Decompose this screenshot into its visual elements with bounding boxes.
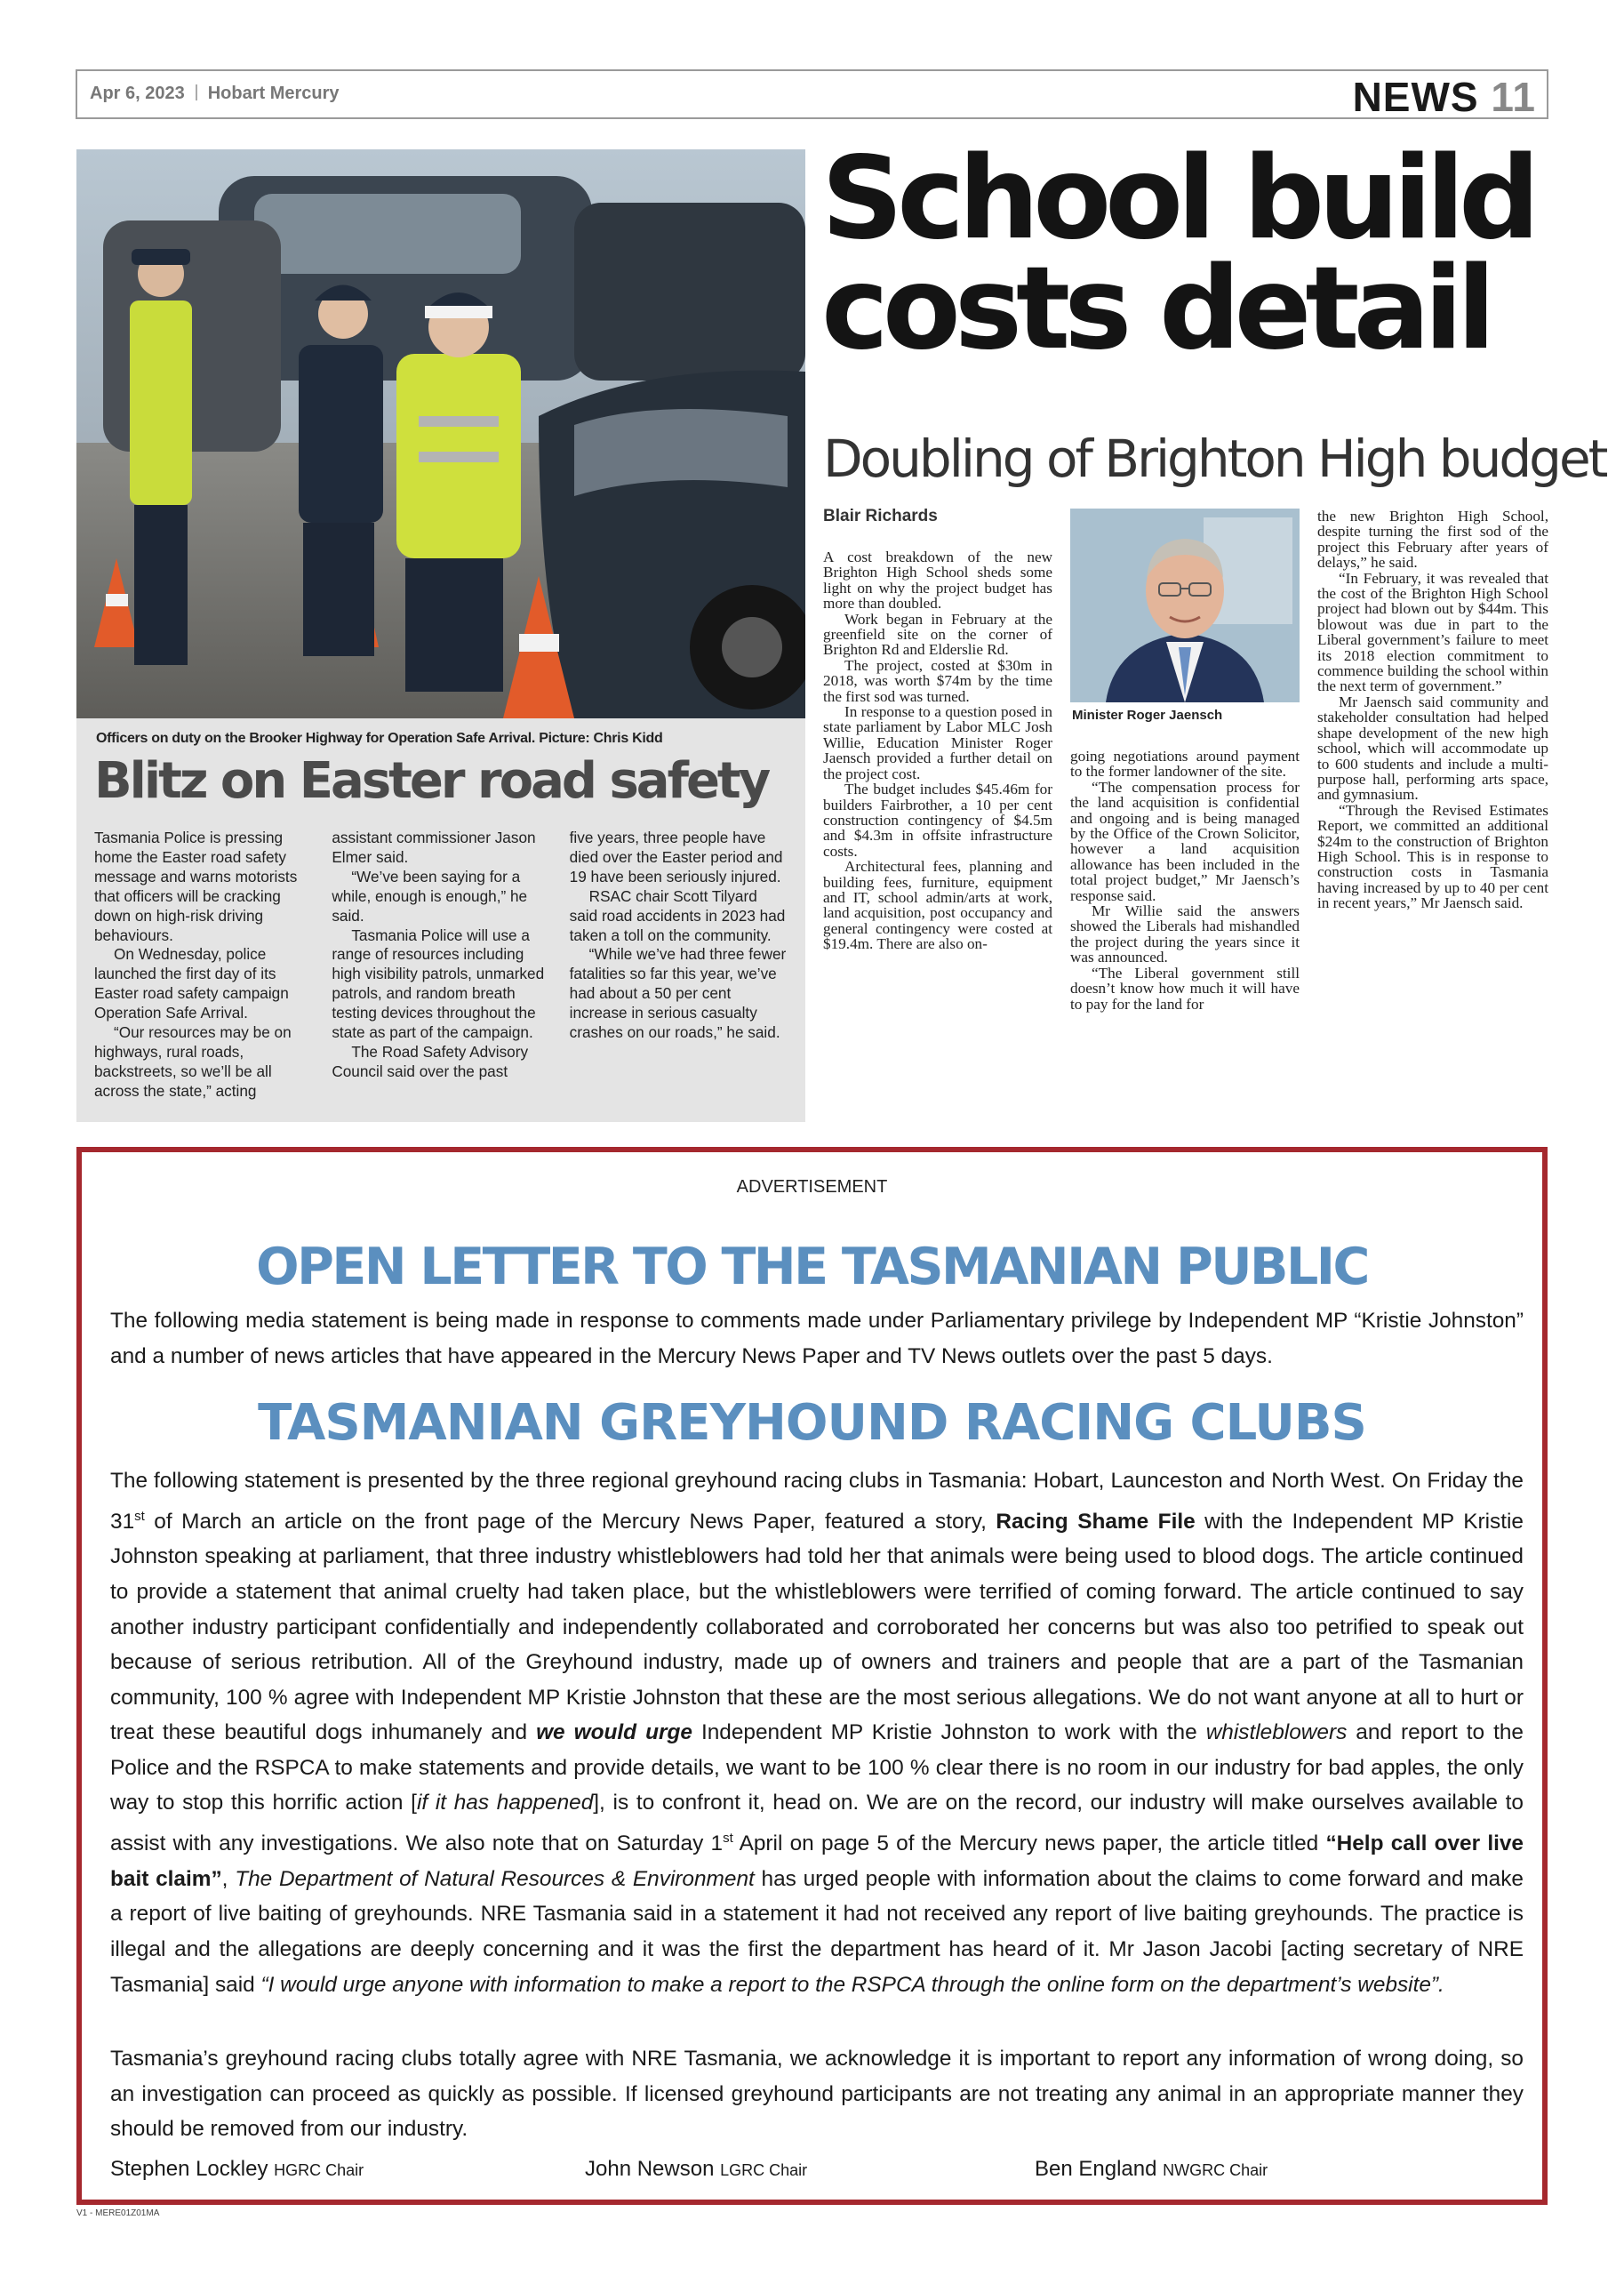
statement-text: The following statement is presented by the three regional greyhound racing clubs in Tasmania: Hobart, Launceston and North West. On Friday the 31 — [110, 1469, 1524, 1534]
statement-text: has urged people with information about the claims to come forward and make a report of live baiting of greyhounds. NRE Tasmania said in a statement it had not received any report of live baiting greyhounds. The practice is illegal and the allegations are deeply concerning and it was the first the department has heard of it. Mr Jason Jacobi [acting secretary of NRE Tasmania] said — [110, 1866, 1524, 1997]
dateline-divider — [196, 84, 197, 100]
page-header — [76, 69, 1548, 119]
byline: Blair Richards — [823, 507, 938, 525]
emphasis-text: we would urge — [536, 1720, 692, 1745]
advertisement-label: ADVERTISEMENT — [736, 1177, 888, 1197]
portrait-caption: Minister Roger Jaensch — [1072, 708, 1223, 723]
open-letter-statement — [110, 1463, 1524, 2002]
issue-date: Apr 6, 2023 — [90, 84, 185, 103]
paragraph: “Our resources may be on highways, rural roads, backstreets, so we’ll be all across the state,” acting — [94, 1023, 292, 1100]
school-column-1 — [823, 549, 1052, 952]
signature-name: Ben England — [1035, 2157, 1157, 2181]
signature-role: HGRC Chair — [274, 2161, 364, 2179]
police-column-3 — [570, 829, 788, 1102]
signature-role: NWGRC Chair — [1163, 2161, 1268, 2179]
open-letter-title: OPEN LETTER TO THE TASMANIAN PUBLIC — [256, 1238, 1368, 1296]
publication-name: Hobart Mercury — [207, 84, 340, 103]
paragraph: Mr Willie said the answers showed the Liberals had mishandled the project during the years since it was announced. — [1070, 902, 1300, 966]
article-title: “Help call over live bait claim” — [110, 1831, 1524, 1891]
school-deck: Doubling of Brighton High budget — [823, 429, 1606, 489]
statement-text: Independent MP Kristie Johnston to work with the — [692, 1720, 1206, 1745]
ordinal-suffix: st — [134, 1508, 145, 1524]
police-story-body — [94, 829, 788, 1102]
dateline — [90, 84, 340, 104]
statement-text: with the Independent MP Kristie Johnston speaking at parliament, that three industry whistleblowers had told her that animals were being used to blood dogs. The article continued to provide a statement that animal cruelty had taken place, but the whistleblowers were terrified of coming forward. The article continued to say another industry participant confidentially and independently collaborated and corroborated her concerns but was also too petrified to speak out because of serious retribution. All of the Greyhound industry, made up of owners and trainers and people that are a part of the Tasmanian community, 100 % agree with Independent MP Kristie Johnston that these are the most serious allegations. We do not want anyone at all to hurt or treat these beautiful dogs inhumanely and — [110, 1509, 1524, 1745]
open-letter-closing: Tasmania’s greyhound racing clubs totally agree with NRE Tasmania, we acknowledge it is important to report any information of wrong doing, so an investigation can proceed as quickly as possible. If licensed greyhound participants are not treating any animal in an appropriate manner they should be removed from our industry. — [110, 2047, 1524, 2142]
school-headline — [821, 132, 1550, 375]
ordinal-suffix: st — [723, 1831, 733, 1847]
section-name: NEWS — [1352, 74, 1479, 120]
police-photo — [76, 149, 805, 718]
page-number: 11 — [1491, 74, 1536, 120]
signature — [1035, 2157, 1268, 2182]
statement-text: , — [221, 1866, 236, 1891]
emphasis-text: whistleblowers — [1205, 1720, 1348, 1745]
paragraph: Architectural fees, planning and building fees, furniture, equipment and IT, school admin/arts at work, land acquisition, post occupancy and general contingency were costed at $19.4m. There are also on- — [823, 858, 1052, 953]
paragraph: “While we’ve had three fewer fatalities so far this year, we’ve had about a 50 per cent increase in serious casualty crashes on our roads,” he said. — [569, 945, 787, 1042]
signature-name: John Newson — [585, 2157, 715, 2181]
statement-text: of March an article on the front page of the Mercury News Paper, featured a story, — [144, 1509, 996, 1534]
police-headline: Blitz on Easter road safety — [94, 752, 769, 810]
paragraph: “The Liberal government still doesn’t know how much it will have to pay for the land for — [1070, 964, 1300, 1013]
emphasis-text: if it has happened — [416, 1791, 594, 1815]
police-column-2 — [332, 829, 549, 1102]
signature-name: Stephen Lockley — [110, 2157, 268, 2181]
signature-role: LGRC Chair — [720, 2161, 808, 2179]
paragraph: Mr Jaensch said community and stakeholder consultation had helped shape development of the new high school, which will accommodate up to 600 students and include a multi-purpose hall, performing arts space, and gymnasium. — [1317, 693, 1548, 804]
paragraph: going negotiations around payment to the former landowner of the site. — [1070, 748, 1300, 781]
paragraph: five years, three people have died over the Easter period and 19 have been seriously injured. — [569, 829, 783, 886]
paragraph: In response to a question posed in state parliament by Labor MLC Josh Willie, Education Minister Roger Jaensch provided a further detail on the project cost. — [823, 703, 1052, 782]
open-letter-intro: The following media statement is being made in response to comments made under Parliamentary privilege by Independent MP “Kristie Johnston” and a number of news articles that have appeared in the Mercury News Paper and TV News outlets over the past 5 days. — [110, 1309, 1524, 1368]
paragraph: On Wednesday, police launched the first day of its Easter road safety campaign Operation Safe Arrival. — [94, 945, 289, 1022]
section-label — [1353, 73, 1536, 121]
police-checkpoint-image — [76, 149, 805, 718]
headline-line-2: costs detail — [821, 243, 1490, 375]
paragraph: Tasmania Police will use a range of resources including high visibility patrols, unmarked patrols, and random breath testing devices throughout the state as part of the campaign. — [332, 926, 545, 1042]
statement-text: and report to the Police and the RSPCA to make statements and provide details, we want to be 100 % clear there is no room in our industry for bad apples, the only way to stop this horrific action [ — [110, 1720, 1524, 1815]
school-column-2 — [1070, 749, 1300, 1012]
photo-caption: Officers on duty on the Brooker Highway for Operation Safe Arrival. Picture: Chris Kidd — [96, 731, 663, 746]
statement-text: ], is to confront it, head on. We are on the record, our industry will make ourselves available to assist with any investigations. We also note that on Saturday 1 — [110, 1791, 1524, 1856]
page-code: V1 - MERE01Z01MA — [76, 2208, 160, 2218]
police-story — [76, 718, 805, 1122]
headline-line-1: School build — [821, 132, 1534, 265]
signature — [110, 2157, 364, 2182]
minister-photo — [1070, 509, 1300, 702]
statement-text: April on page 5 of the Mercury news paper, the article titled — [732, 1831, 1326, 1856]
paragraph: The project, costed at $30m in 2018, was worth $74m by the time the first sod was turned. — [823, 656, 1052, 705]
police-column-1 — [94, 829, 312, 1102]
paragraph: “Through the Revised Estimates Report, we committed an additional $24m to the construction of Brighton High School. This is in response to construction costs in Tasmania having increased by up to 40 per cent in recent years,” Mr Jaensch said. — [1317, 801, 1548, 912]
paragraph: “In February, it was revealed that the cost of the Brighton High School project had blown out by $44m. This blowout was due in part to the Liberal government’s failure to meet its 2018 election commitment to commence building the school within the next term of government.” — [1317, 569, 1548, 695]
paragraph: assistant commissioner Jason Elmer said. — [332, 829, 536, 866]
signature — [585, 2157, 807, 2182]
quote-text: “I would urge anyone with information to make a report to the RSPCA through the online form on the department’s website”. — [260, 1972, 1444, 1997]
department-name: The Department of Natural Resources & Environment — [235, 1866, 755, 1891]
paragraph: the new Brighton High School, despite turning the first sod of the project this February after years of delays,” he said. — [1317, 508, 1548, 572]
paragraph: A cost breakdown of the new Brighton High School sheds some light on why the project budget has more than doubled. — [823, 549, 1052, 613]
paragraph: The budget includes $45.46m for builders Fairbrother, a 10 per cent construction contingency of $4.5m and $4.3m in offsite infrastructure costs. — [823, 781, 1052, 860]
school-column-3 — [1317, 509, 1548, 911]
paragraph: The Road Safety Advisory Council said over the past — [332, 1042, 529, 1080]
clubs-title: TASMANIAN GREYHOUND RACING CLUBS — [258, 1394, 1366, 1452]
story-title: Racing Shame File — [996, 1509, 1196, 1534]
paragraph: “The compensation process for the land acquisition is confidential and ongoing and is being managed by the Office of the Crown Solicitor, however a land acquisition allowance has been included in the total project budget,” Mr Jaensch’s response said. — [1070, 778, 1300, 904]
paragraph: RSAC chair Scott Tilyard said road accidents in 2023 had taken a toll on the community. — [569, 886, 786, 944]
paragraph: Tasmania Police is pressing home the Easter road safety message and warns motorists that officers will be cracking down on high-risk driving behaviours. — [94, 829, 298, 944]
minister-portrait — [1070, 509, 1300, 702]
paragraph: “We’ve been saying for a while, enough is enough,” he said. — [332, 867, 528, 925]
paragraph: Work began in February at the greenfield site on the corner of Brighton Rd and Elderslie Rd. — [823, 610, 1052, 659]
advertisement-box — [76, 1147, 1548, 2205]
